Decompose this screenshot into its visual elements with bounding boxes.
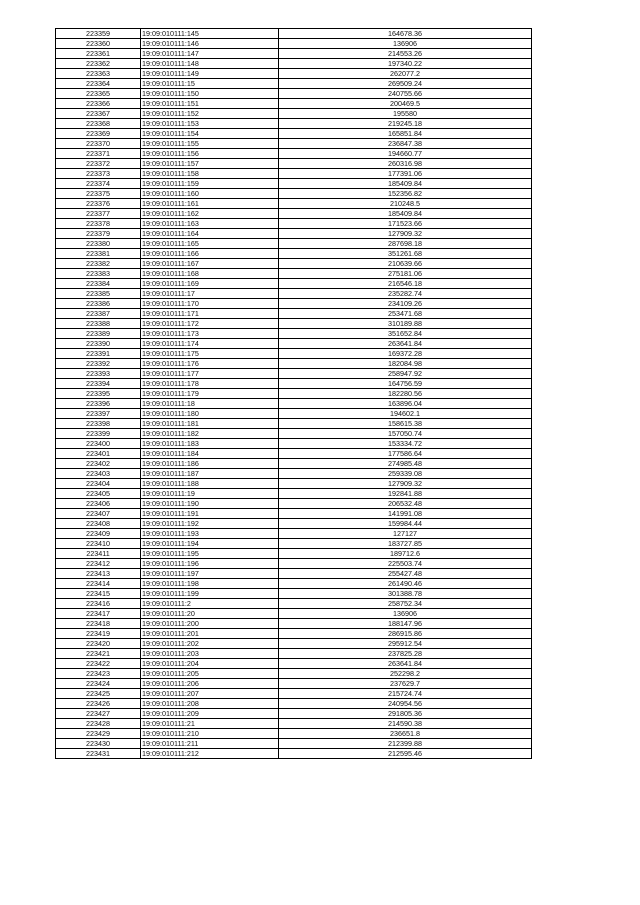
row-number-cell: 223361 <box>56 49 141 59</box>
cadastral-number-cell: 19:09:010111:19 <box>141 489 279 499</box>
value-cell: 215724.74 <box>279 689 532 699</box>
table-row <box>56 409 532 419</box>
row-number-cell: 223384 <box>56 279 141 289</box>
table-row <box>56 719 532 729</box>
cadastral-number-cell: 19:09:010111:194 <box>141 539 279 549</box>
row-number-cell: 223366 <box>56 99 141 109</box>
value-cell: 158615.38 <box>279 419 532 429</box>
table-row <box>56 739 532 749</box>
value-cell: 240755.66 <box>279 89 532 99</box>
cadastral-number-cell: 19:09:010111:181 <box>141 419 279 429</box>
row-number-cell: 223373 <box>56 169 141 179</box>
value-cell: 286915.86 <box>279 629 532 639</box>
value-cell: 177391.06 <box>279 169 532 179</box>
cadastral-number-cell: 19:09:010111:147 <box>141 49 279 59</box>
table-row <box>56 129 532 139</box>
cadastral-number-cell: 19:09:010111:173 <box>141 329 279 339</box>
row-number-cell: 223418 <box>56 619 141 629</box>
cadastral-number-cell: 19:09:010111:158 <box>141 169 279 179</box>
table-row <box>56 199 532 209</box>
row-number-cell: 223364 <box>56 79 141 89</box>
table-row <box>56 109 532 119</box>
cadastral-number-cell: 19:09:010111:171 <box>141 309 279 319</box>
cadastral-number-cell: 19:09:010111:166 <box>141 249 279 259</box>
value-cell: 234109.26 <box>279 299 532 309</box>
value-cell: 214553.26 <box>279 49 532 59</box>
table-row <box>56 469 532 479</box>
row-number-cell: 223407 <box>56 509 141 519</box>
table-row <box>56 279 532 289</box>
row-number-cell: 223405 <box>56 489 141 499</box>
value-cell: 291805.36 <box>279 709 532 719</box>
row-number-cell: 223399 <box>56 429 141 439</box>
table-row <box>56 289 532 299</box>
value-cell: 163896.04 <box>279 399 532 409</box>
table-row <box>56 39 532 49</box>
row-number-cell: 223429 <box>56 729 141 739</box>
table-row <box>56 419 532 429</box>
value-cell: 252298.2 <box>279 669 532 679</box>
cadastral-number-cell: 19:09:010111:154 <box>141 129 279 139</box>
cadastral-number-cell: 19:09:010111:17 <box>141 289 279 299</box>
value-cell: 164756.59 <box>279 379 532 389</box>
row-number-cell: 223421 <box>56 649 141 659</box>
row-number-cell: 223404 <box>56 479 141 489</box>
value-cell: 171523.66 <box>279 219 532 229</box>
table-row <box>56 639 532 649</box>
row-number-cell: 223360 <box>56 39 141 49</box>
value-cell: 240954.56 <box>279 699 532 709</box>
value-cell: 261490.46 <box>279 579 532 589</box>
value-cell: 225503.74 <box>279 559 532 569</box>
row-number-cell: 223423 <box>56 669 141 679</box>
row-number-cell: 223402 <box>56 459 141 469</box>
table-row <box>56 119 532 129</box>
value-cell: 214590.38 <box>279 719 532 729</box>
cadastral-number-cell: 19:09:010111:168 <box>141 269 279 279</box>
row-number-cell: 223410 <box>56 539 141 549</box>
row-number-cell: 223362 <box>56 59 141 69</box>
value-cell: 192841.88 <box>279 489 532 499</box>
row-number-cell: 223431 <box>56 749 141 759</box>
value-cell: 195580 <box>279 109 532 119</box>
table-row <box>56 219 532 229</box>
cadastral-number-cell: 19:09:010111:202 <box>141 639 279 649</box>
table-row <box>56 239 532 249</box>
row-number-cell: 223411 <box>56 549 141 559</box>
table-row <box>56 209 532 219</box>
row-number-cell: 223376 <box>56 199 141 209</box>
value-cell: 141991.08 <box>279 509 532 519</box>
cadastral-number-cell: 19:09:010111:151 <box>141 99 279 109</box>
value-cell: 127909.32 <box>279 479 532 489</box>
row-number-cell: 223367 <box>56 109 141 119</box>
table-row <box>56 489 532 499</box>
cadastral-number-cell: 19:09:010111:198 <box>141 579 279 589</box>
value-cell: 212595.46 <box>279 749 532 759</box>
table-row <box>56 269 532 279</box>
cadastral-number-cell: 19:09:010111:195 <box>141 549 279 559</box>
cadastral-number-cell: 19:09:010111:150 <box>141 89 279 99</box>
cadastral-number-cell: 19:09:010111:196 <box>141 559 279 569</box>
value-cell: 206532.48 <box>279 499 532 509</box>
table-row <box>56 549 532 559</box>
cadastral-number-cell: 19:09:010111:172 <box>141 319 279 329</box>
cadastral-number-cell: 19:09:010111:177 <box>141 369 279 379</box>
cadastral-number-cell: 19:09:010111:191 <box>141 509 279 519</box>
cadastral-number-cell: 19:09:010111:169 <box>141 279 279 289</box>
cadastral-number-cell: 19:09:010111:197 <box>141 569 279 579</box>
cadastral-number-cell: 19:09:010111:157 <box>141 159 279 169</box>
table-row <box>56 309 532 319</box>
table-row <box>56 659 532 669</box>
cadastral-number-cell: 19:09:010111:18 <box>141 399 279 409</box>
table-row <box>56 259 532 269</box>
value-cell: 216546.18 <box>279 279 532 289</box>
table-row <box>56 709 532 719</box>
table-row <box>56 599 532 609</box>
value-cell: 236847.38 <box>279 139 532 149</box>
row-number-cell: 223417 <box>56 609 141 619</box>
cadastral-number-cell: 19:09:010111:159 <box>141 179 279 189</box>
table-row <box>56 149 532 159</box>
cadastral-number-cell: 19:09:010111:175 <box>141 349 279 359</box>
table-row <box>56 519 532 529</box>
value-cell: 295912.54 <box>279 639 532 649</box>
cadastral-number-cell: 19:09:010111:164 <box>141 229 279 239</box>
value-cell: 237629.7 <box>279 679 532 689</box>
table-row <box>56 499 532 509</box>
value-cell: 127909.32 <box>279 229 532 239</box>
cadastral-number-cell: 19:09:010111:165 <box>141 239 279 249</box>
table-row <box>56 299 532 309</box>
table-row <box>56 79 532 89</box>
row-number-cell: 223394 <box>56 379 141 389</box>
cadastral-number-cell: 19:09:010111:199 <box>141 589 279 599</box>
row-number-cell: 223377 <box>56 209 141 219</box>
row-number-cell: 223416 <box>56 599 141 609</box>
cadastral-number-cell: 19:09:010111:209 <box>141 709 279 719</box>
value-cell: 182280.56 <box>279 389 532 399</box>
table-body <box>56 29 532 759</box>
cadastral-number-cell: 19:09:010111:174 <box>141 339 279 349</box>
table-row <box>56 689 532 699</box>
row-number-cell: 223430 <box>56 739 141 749</box>
table-row <box>56 249 532 259</box>
value-cell: 169372.28 <box>279 349 532 359</box>
row-number-cell: 223397 <box>56 409 141 419</box>
cadastral-number-cell: 19:09:010111:182 <box>141 429 279 439</box>
value-cell: 236651.8 <box>279 729 532 739</box>
row-number-cell: 223368 <box>56 119 141 129</box>
row-number-cell: 223379 <box>56 229 141 239</box>
value-cell: 258752.34 <box>279 599 532 609</box>
value-cell: 182084.98 <box>279 359 532 369</box>
table-row <box>56 379 532 389</box>
cadastral-number-cell: 19:09:010111:179 <box>141 389 279 399</box>
row-number-cell: 223413 <box>56 569 141 579</box>
value-cell: 258947.92 <box>279 369 532 379</box>
row-number-cell: 223375 <box>56 189 141 199</box>
table-row <box>56 479 532 489</box>
cadastral-number-cell: 19:09:010111:156 <box>141 149 279 159</box>
table-row <box>56 509 532 519</box>
cadastral-number-cell: 19:09:010111:15 <box>141 79 279 89</box>
table-row <box>56 369 532 379</box>
value-cell: 262077.2 <box>279 69 532 79</box>
value-cell: 194660.77 <box>279 149 532 159</box>
table-row <box>56 569 532 579</box>
table-row <box>56 399 532 409</box>
row-number-cell: 223401 <box>56 449 141 459</box>
value-cell: 269509.24 <box>279 79 532 89</box>
cadastral-number-cell: 19:09:010111:152 <box>141 109 279 119</box>
cadastral-number-cell: 19:09:010111:146 <box>141 39 279 49</box>
value-cell: 153334.72 <box>279 439 532 449</box>
row-number-cell: 223396 <box>56 399 141 409</box>
table-row <box>56 329 532 339</box>
cadastral-number-cell: 19:09:010111:210 <box>141 729 279 739</box>
table-row <box>56 729 532 739</box>
cadastral-number-cell: 19:09:010111:153 <box>141 119 279 129</box>
table-row <box>56 29 532 39</box>
row-number-cell: 223392 <box>56 359 141 369</box>
row-number-cell: 223395 <box>56 389 141 399</box>
table-row <box>56 359 532 369</box>
cadastral-number-cell: 19:09:010111:148 <box>141 59 279 69</box>
cadastral-number-cell: 19:09:010111:155 <box>141 139 279 149</box>
row-number-cell: 223400 <box>56 439 141 449</box>
cadastral-number-cell: 19:09:010111:200 <box>141 619 279 629</box>
table-row <box>56 59 532 69</box>
cadastral-number-cell: 19:09:010111:187 <box>141 469 279 479</box>
value-cell: 235282.74 <box>279 289 532 299</box>
table-row <box>56 349 532 359</box>
value-cell: 351261.68 <box>279 249 532 259</box>
cadastral-number-cell: 19:09:010111:183 <box>141 439 279 449</box>
table-row <box>56 609 532 619</box>
cadastral-number-cell: 19:09:010111:192 <box>141 519 279 529</box>
value-cell: 210639.66 <box>279 259 532 269</box>
row-number-cell: 223369 <box>56 129 141 139</box>
row-number-cell: 223372 <box>56 159 141 169</box>
table-row <box>56 69 532 79</box>
table-row <box>56 229 532 239</box>
row-number-cell: 223406 <box>56 499 141 509</box>
cadastral-number-cell: 19:09:010111:163 <box>141 219 279 229</box>
row-number-cell: 223398 <box>56 419 141 429</box>
table-row <box>56 89 532 99</box>
cadastral-number-cell: 19:09:010111:145 <box>141 29 279 39</box>
value-cell: 185409.84 <box>279 209 532 219</box>
table-row <box>56 539 532 549</box>
value-cell: 157050.74 <box>279 429 532 439</box>
row-number-cell: 223422 <box>56 659 141 669</box>
table-row <box>56 169 532 179</box>
cadastral-number-cell: 19:09:010111:184 <box>141 449 279 459</box>
row-number-cell: 223378 <box>56 219 141 229</box>
table-row <box>56 559 532 569</box>
table-row <box>56 459 532 469</box>
cadastral-number-cell: 19:09:010111:20 <box>141 609 279 619</box>
table-row <box>56 529 532 539</box>
value-cell: 127127 <box>279 529 532 539</box>
value-cell: 260316.98 <box>279 159 532 169</box>
value-cell: 212399.88 <box>279 739 532 749</box>
row-number-cell: 223387 <box>56 309 141 319</box>
table-row <box>56 629 532 639</box>
table-row <box>56 49 532 59</box>
row-number-cell: 223420 <box>56 639 141 649</box>
cadastral-number-cell: 19:09:010111:188 <box>141 479 279 489</box>
value-cell: 219245.18 <box>279 119 532 129</box>
table-row <box>56 619 532 629</box>
row-number-cell: 223381 <box>56 249 141 259</box>
table-row <box>56 749 532 759</box>
row-number-cell: 223391 <box>56 349 141 359</box>
cadastral-number-cell: 19:09:010111:2 <box>141 599 279 609</box>
table-row <box>56 159 532 169</box>
value-cell: 274985.48 <box>279 459 532 469</box>
cadastral-number-cell: 19:09:010111:178 <box>141 379 279 389</box>
row-number-cell: 223363 <box>56 69 141 79</box>
row-number-cell: 223365 <box>56 89 141 99</box>
table-row <box>56 319 532 329</box>
value-cell: 263641.84 <box>279 659 532 669</box>
row-number-cell: 223380 <box>56 239 141 249</box>
table-row <box>56 179 532 189</box>
table-row <box>56 99 532 109</box>
table-row <box>56 439 532 449</box>
value-cell: 185409.84 <box>279 179 532 189</box>
value-cell: 194602.1 <box>279 409 532 419</box>
value-cell: 183727.85 <box>279 539 532 549</box>
value-cell: 136906 <box>279 39 532 49</box>
value-cell: 177586.64 <box>279 449 532 459</box>
row-number-cell: 223425 <box>56 689 141 699</box>
row-number-cell: 223385 <box>56 289 141 299</box>
value-cell: 351652.84 <box>279 329 532 339</box>
value-cell: 237825.28 <box>279 649 532 659</box>
cadastral-number-cell: 19:09:010111:211 <box>141 739 279 749</box>
row-number-cell: 223386 <box>56 299 141 309</box>
value-cell: 275181.06 <box>279 269 532 279</box>
row-number-cell: 223383 <box>56 269 141 279</box>
value-cell: 136906 <box>279 609 532 619</box>
table-row <box>56 579 532 589</box>
value-cell: 259339.08 <box>279 469 532 479</box>
row-number-cell: 223426 <box>56 699 141 709</box>
cadastral-number-cell: 19:09:010111:180 <box>141 409 279 419</box>
value-cell: 159984.44 <box>279 519 532 529</box>
value-cell: 255427.48 <box>279 569 532 579</box>
cadastral-number-cell: 19:09:010111:149 <box>141 69 279 79</box>
row-number-cell: 223427 <box>56 709 141 719</box>
row-number-cell: 223388 <box>56 319 141 329</box>
value-cell: 188147.96 <box>279 619 532 629</box>
value-cell: 152356.82 <box>279 189 532 199</box>
cadastral-number-cell: 19:09:010111:170 <box>141 299 279 309</box>
cadastral-number-cell: 19:09:010111:176 <box>141 359 279 369</box>
value-cell: 301388.78 <box>279 589 532 599</box>
table-row <box>56 189 532 199</box>
cadastral-number-cell: 19:09:010111:204 <box>141 659 279 669</box>
cadastral-number-cell: 19:09:010111:207 <box>141 689 279 699</box>
table-row <box>56 699 532 709</box>
cadastral-number-cell: 19:09:010111:205 <box>141 669 279 679</box>
cadastral-number-cell: 19:09:010111:162 <box>141 209 279 219</box>
row-number-cell: 223382 <box>56 259 141 269</box>
row-number-cell: 223390 <box>56 339 141 349</box>
value-cell: 310189.88 <box>279 319 532 329</box>
value-cell: 210248.5 <box>279 199 532 209</box>
row-number-cell: 223419 <box>56 629 141 639</box>
value-cell: 197340.22 <box>279 59 532 69</box>
row-number-cell: 223424 <box>56 679 141 689</box>
cadastral-number-cell: 19:09:010111:186 <box>141 459 279 469</box>
row-number-cell: 223389 <box>56 329 141 339</box>
value-cell: 165851.84 <box>279 129 532 139</box>
cadastral-number-cell: 19:09:010111:203 <box>141 649 279 659</box>
cadastral-number-cell: 19:09:010111:208 <box>141 699 279 709</box>
row-number-cell: 223403 <box>56 469 141 479</box>
value-cell: 164678.36 <box>279 29 532 39</box>
value-cell: 253471.68 <box>279 309 532 319</box>
value-cell: 287698.18 <box>279 239 532 249</box>
row-number-cell: 223415 <box>56 589 141 599</box>
cadastral-number-cell: 19:09:010111:21 <box>141 719 279 729</box>
table-row <box>56 449 532 459</box>
cadastral-number-cell: 19:09:010111:160 <box>141 189 279 199</box>
table-row <box>56 429 532 439</box>
cadastral-number-cell: 19:09:010111:193 <box>141 529 279 539</box>
cadastral-number-cell: 19:09:010111:161 <box>141 199 279 209</box>
row-number-cell: 223374 <box>56 179 141 189</box>
row-number-cell: 223428 <box>56 719 141 729</box>
cadastral-number-cell: 19:09:010111:206 <box>141 679 279 689</box>
cadastral-number-cell: 19:09:010111:167 <box>141 259 279 269</box>
row-number-cell: 223393 <box>56 369 141 379</box>
row-number-cell: 223412 <box>56 559 141 569</box>
row-number-cell: 223371 <box>56 149 141 159</box>
table-row <box>56 389 532 399</box>
cadastral-number-cell: 19:09:010111:212 <box>141 749 279 759</box>
row-number-cell: 223408 <box>56 519 141 529</box>
table-row <box>56 589 532 599</box>
table-row <box>56 139 532 149</box>
table-row <box>56 649 532 659</box>
cadastral-number-cell: 19:09:010111:201 <box>141 629 279 639</box>
table-row <box>56 669 532 679</box>
row-number-cell: 223409 <box>56 529 141 539</box>
row-number-cell: 223359 <box>56 29 141 39</box>
table-row <box>56 339 532 349</box>
row-number-cell: 223370 <box>56 139 141 149</box>
value-cell: 263641.84 <box>279 339 532 349</box>
value-cell: 200469.5 <box>279 99 532 109</box>
cadastral-number-cell: 19:09:010111:190 <box>141 499 279 509</box>
value-cell: 189712.6 <box>279 549 532 559</box>
table-row <box>56 679 532 689</box>
data-table <box>55 28 532 759</box>
row-number-cell: 223414 <box>56 579 141 589</box>
